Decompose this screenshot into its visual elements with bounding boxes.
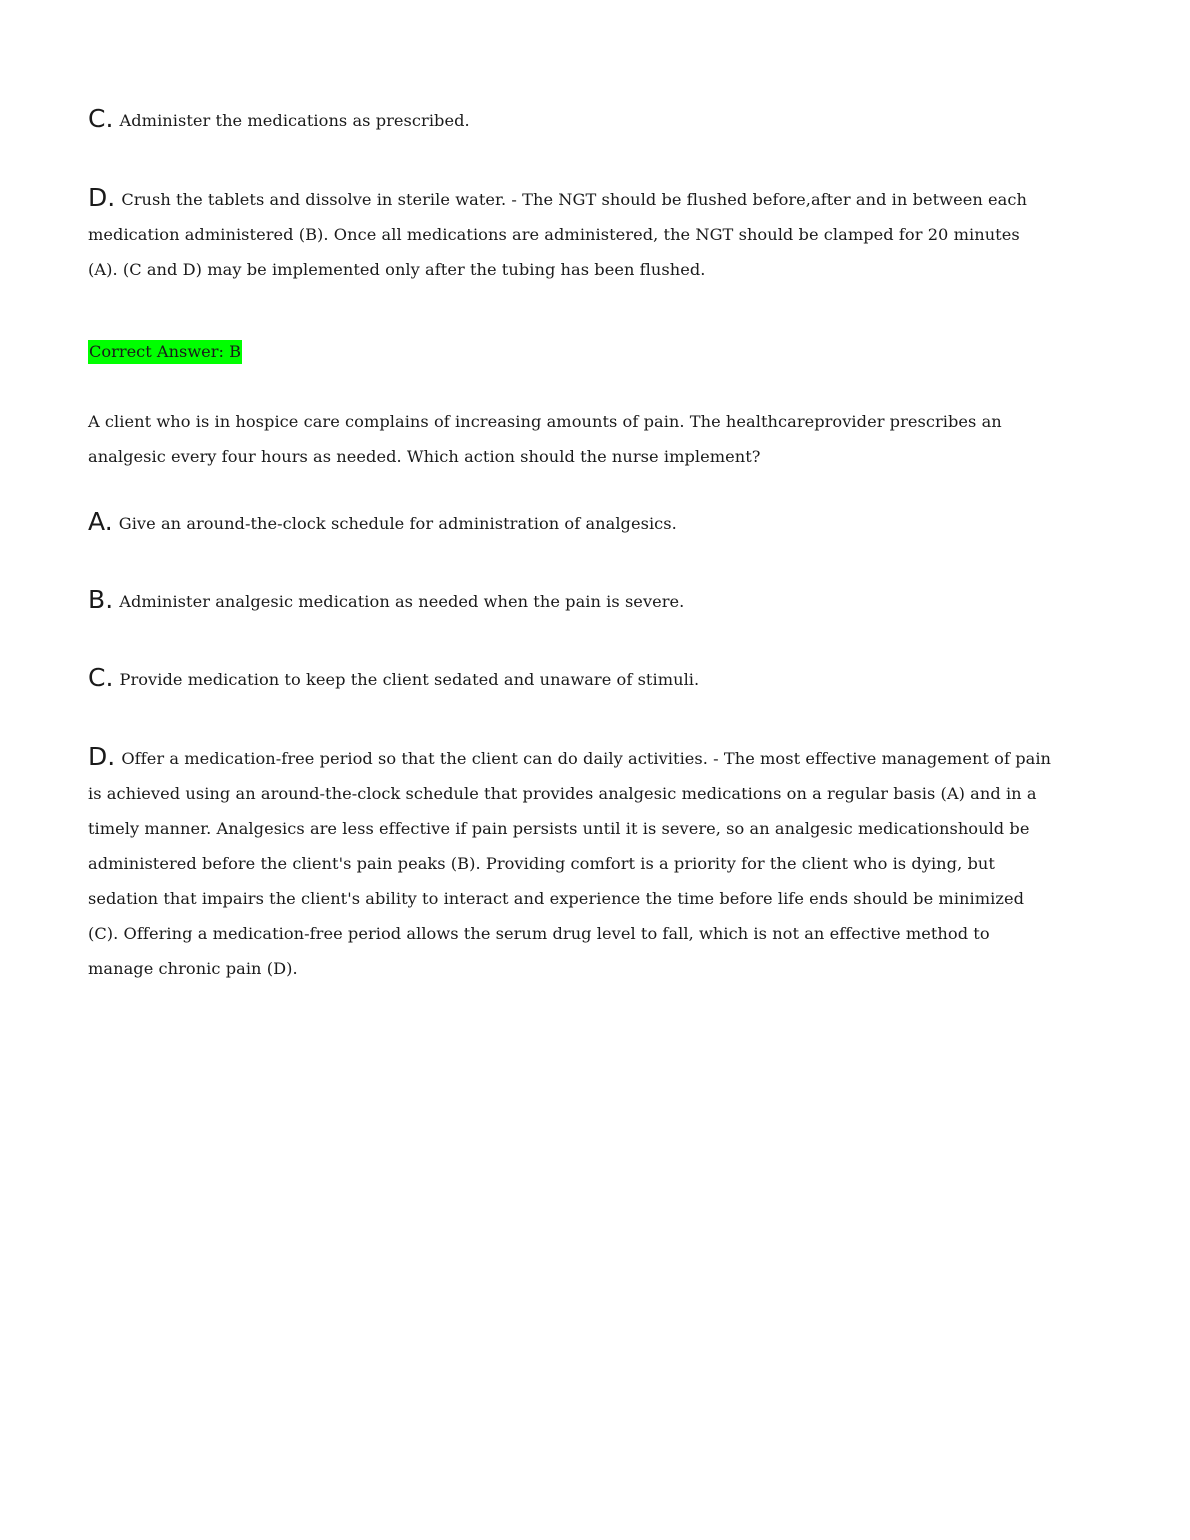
option-text: Give an around-the-clock schedule for administration of analgesics. (118, 514, 677, 533)
option-letter: C. (88, 663, 114, 692)
option-letter: B. (88, 585, 114, 614)
option-letter: D. (88, 183, 116, 212)
q2-option-c (88, 659, 1053, 697)
option-text: Offer a medication-free period so that the client can do daily activities. - The most effective management of pain is achieved using an around-the-clock schedule that provides analgesic medications on a regular basis (A) and in a timely manner. Analgesics are less effective if pain persists until it is severe, so an analgesic medicationshould be administered before the client's pain peaks (B). Providing comfort is a priority for the client who is dying, but sedation that impairs the client's ability to interact and experience the time before life ends should be minimized (C). Offering a medication-free period allows the serum drug level to fall, which is not an effective method to manage chronic pain (D). (88, 749, 1052, 978)
option-text: Crush the tablets and dissolve in sterile water. - The NGT should be flushed before,after and in between each medication administered (B). Once all medications are administered, the NGT should be clamped for 20 minutes (A). (C and D) may be implemented only after the tubing has been flushed. (88, 190, 1027, 279)
q2-option-a (88, 503, 1053, 541)
option-letter: D. (88, 742, 116, 771)
q2-option-b (88, 581, 1053, 619)
option-text: Administer analgesic medication as needed when the pain is severe. (119, 592, 685, 611)
option-letter: A. (88, 507, 113, 536)
q2-question: A client who is in hospice care complains of increasing amounts of pain. The healthcareprovider prescribes an analgesic every four hours as needed. Which action should the nurse implement? (88, 412, 1002, 466)
q2-option-d (88, 738, 1053, 986)
option-letter: C. (88, 104, 114, 133)
option-text: Administer the medications as prescribed. (119, 111, 470, 130)
correct-answer-highlight: Correct Answer: B (88, 340, 242, 364)
q1-option-d (88, 179, 1053, 287)
option-text: Provide medication to keep the client sedated and unaware of stimuli. (119, 670, 700, 689)
q1-option-c (88, 100, 1053, 138)
